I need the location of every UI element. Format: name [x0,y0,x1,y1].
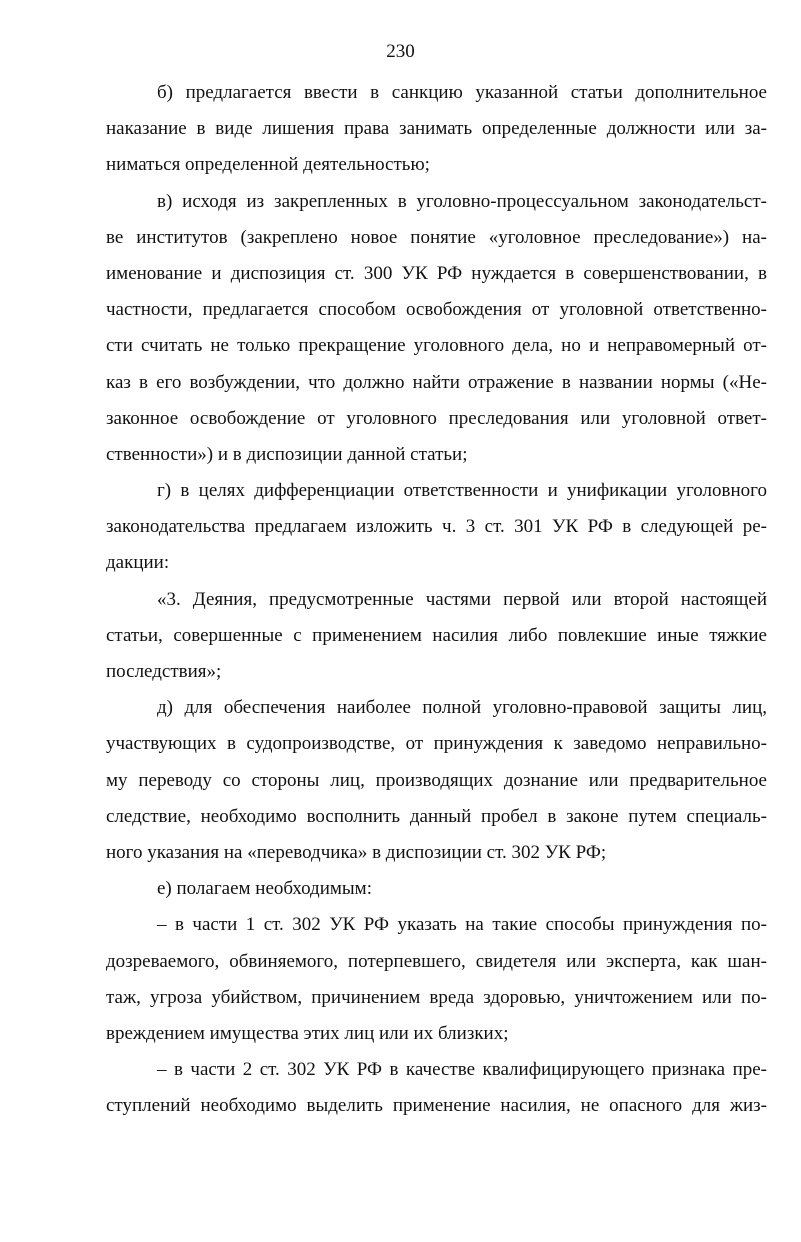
text-line: му переводу со стороны лиц, производящих дознание или предварительное [106,769,767,791]
text-line: следствие, необходимо восполнить данный пробел в законе путем специаль- [106,805,767,827]
text-line: дозреваемого, обвиняемого, потерпевшего, свидетеля или эксперта, как шан- [106,950,767,972]
paragraph [106,871,767,907]
text-line: вреждением имущества этих лиц или их близких; [106,1022,509,1044]
text-line: ного указания на «переводчика» в диспозиции ст. 302 УК РФ; [106,841,607,863]
paragraph [106,907,767,1052]
paragraph [106,1052,767,1124]
text-line: дакции: [106,552,170,574]
text-line: – в части 1 ст. 302 УК РФ указать на такие способы принуждения по- [157,914,767,936]
text-line: ве институтов (закреплено новое понятие «уголовное преследование») на- [106,226,767,248]
text-line: д) для обеспечения наиболее полной уголовно-правовой защиты лиц, [157,697,767,719]
text-line: каз в его возбуждении, что должно найти отражение в названии нормы («Не- [106,371,767,393]
text-line: законное освобождение от уголовного преследования или уголовной ответ- [106,407,767,429]
text-line: наказание в виде лишения права занимать определенные должности или за- [106,118,767,140]
text-line: б) предлагается ввести в санкцию указанной статьи дополнительное [157,82,767,103]
paragraph [106,690,767,871]
text-line: ственности») и в диспозиции данной статьи; [106,443,468,465]
paragraph [106,582,767,691]
text-line: именование и диспозиция ст. 300 УК РФ нуждается в совершенствовании, в [106,262,767,284]
text-line: – в части 2 ст. 302 УК РФ в качестве квалифицирующего признака пре- [157,1059,767,1081]
paragraph [106,75,767,184]
text-line: законодательства предлагаем изложить ч. 3 ст. 301 УК РФ в следующей ре- [106,516,767,538]
paragraph [106,184,767,474]
text-line: ступлений необходимо выделить применение насилия, не опасного для жиз- [106,1095,767,1117]
text-line: в) исходя из закрепленных в уголовно-процессуальном законодательст- [157,190,767,212]
text-line: ниматься определенной деятельностью; [106,154,430,176]
text-line: «3. Деяния, предусмотренные частями первой или второй настоящей [157,588,767,610]
text-line: сти считать не только прекращение уголовного дела, но и неправомерный от- [106,335,767,357]
paragraph [106,473,767,582]
text-line: частности, предлагается способом освобождения от уголовной ответственно- [106,299,767,321]
text-line: г) в целях дифференциации ответственности и унификации уголовного [157,480,767,502]
page-number: 230 [386,41,415,62]
text-line: последствия»; [106,661,222,682]
text-line: участвующих в судопроизводстве, от принуждения к заведомо неправильно- [106,733,767,755]
text-line: е) полагаем необходимым: [157,878,372,900]
document-body [106,75,767,1124]
text-line: таж, угроза убийством, причинением вреда здоровью, уничтожением или по- [106,986,767,1008]
text-line: статьи, совершенные с применением насилия либо повлекшие иные тяжкие [106,624,767,646]
